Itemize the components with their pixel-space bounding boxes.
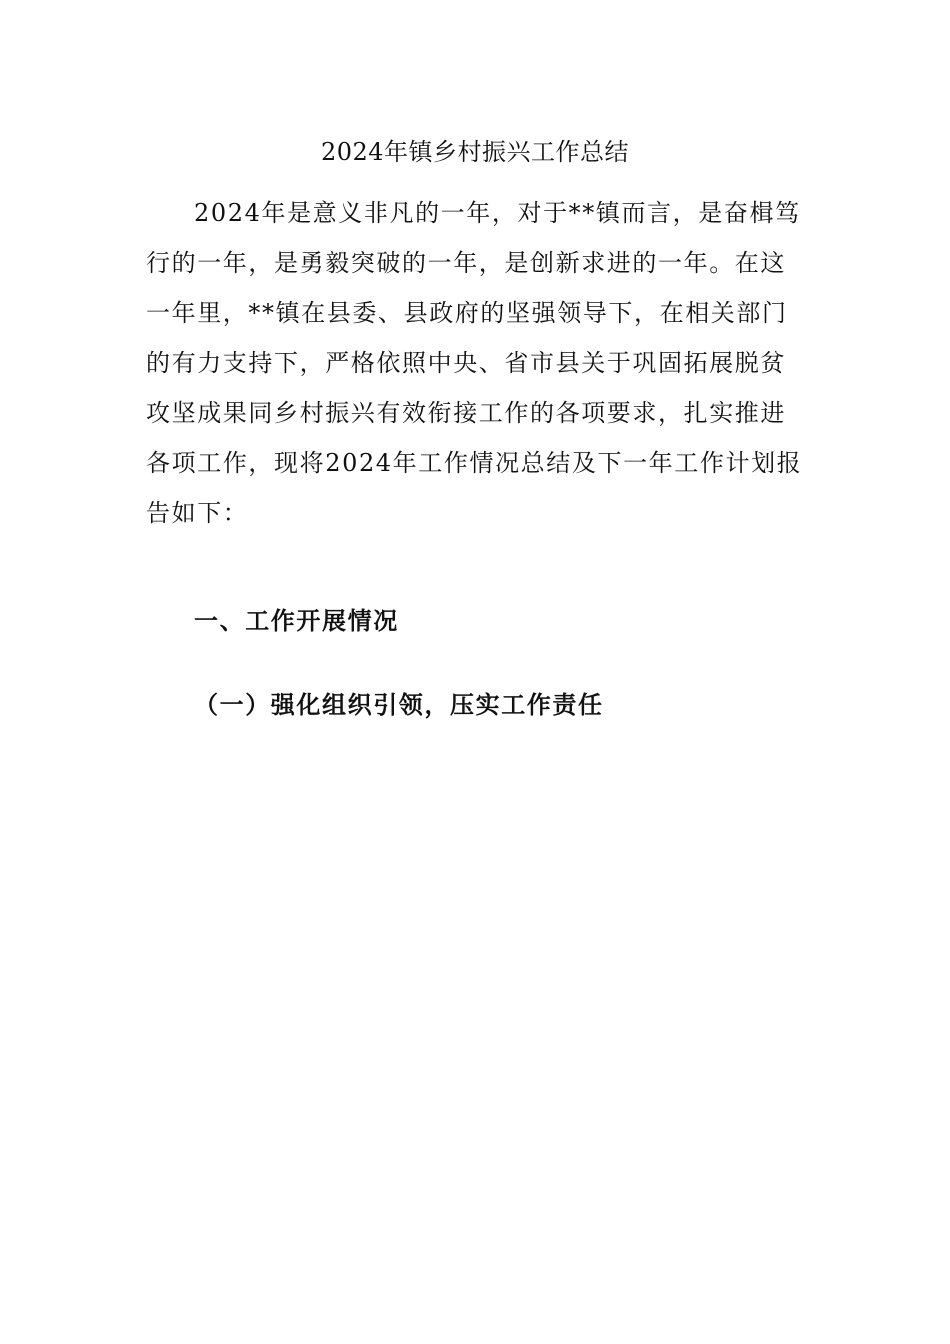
intro-line: 行的一年，是勇毅突破的一年，是创新求进的一年。在这 bbox=[146, 249, 786, 277]
intro-line: 各项工作，现将2024年工作情况总结及下一年工作计划报 bbox=[146, 449, 803, 477]
intro-line: 告如下： bbox=[146, 499, 249, 527]
document-title: 2024年镇乡村振兴工作总结 bbox=[320, 138, 630, 166]
intro-line: 2024年是意义非凡的一年，对于**镇而言，是奋楫笃 bbox=[194, 199, 801, 227]
subsection-heading: （一）强化组织引领，压实工作责任 bbox=[194, 690, 604, 719]
intro-line: 攻坚成果同乡村振兴有效衔接工作的各项要求，扎实推进 bbox=[146, 399, 786, 427]
intro-line: 一年里，**镇在县委、县政府的坚强领导下，在相关部门 bbox=[146, 299, 788, 327]
intro-paragraph bbox=[146, 188, 806, 538]
section-heading: 一、工作开展情况 bbox=[194, 606, 399, 635]
intro-line: 的有力支持下，严格依照中央、省市县关于巩固拓展脱贫 bbox=[146, 349, 786, 377]
